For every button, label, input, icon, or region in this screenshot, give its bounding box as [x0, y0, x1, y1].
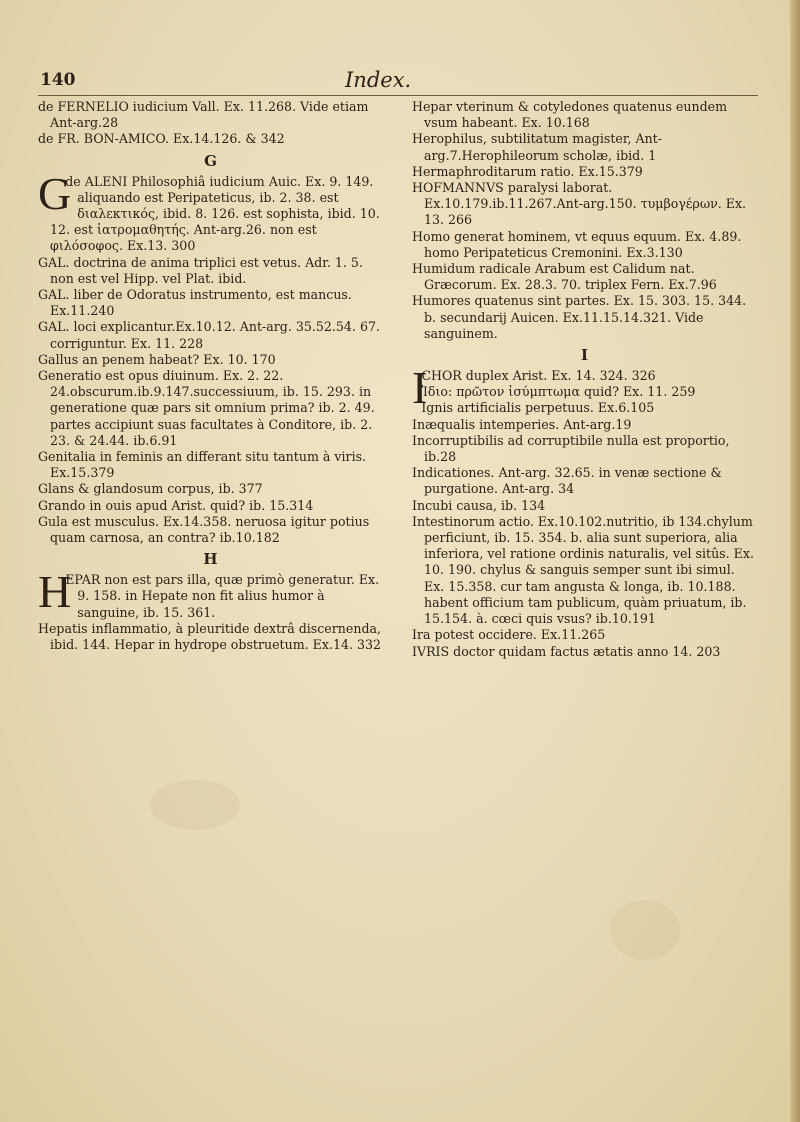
- drop-cap: G: [38, 167, 72, 219]
- paper-stain: [610, 900, 680, 960]
- index-entry: Hepatis inflammatio, à pleuritide dextrâ discernenda, ibid. 144. Hepar in hydrope obstruetum. Ex.14. 332: [38, 620, 382, 653]
- paper-stain: [150, 780, 240, 830]
- index-entry: [38, 566, 383, 621]
- index-entry: de FR. BON-AMICO. Ex.14.126. & 342: [38, 131, 285, 147]
- index-entry: Generatio est opus diuinum. Ex. 2. 22. 24.obscurum.ib.9.147.successiuum, ib. 15. 293. in generatione quæ pars sit omnium prima? ib. 2. 49. partes accipiunt suas facultates à Conditore, ib. 2. 23. & 24.44. ib.6.91: [38, 368, 375, 448]
- index-entry: Hermaphroditarum ratio. Ex.15.379: [412, 163, 643, 179]
- index-entry: Ignis artificialis perpetuus. Ex.6.105: [421, 400, 655, 416]
- page-number: 140: [40, 70, 76, 90]
- index-entry: GAL. doctrina de anima triplici est vetus. Adr. 1. 5. non est vel Hipp. vel Plat. ibid.: [38, 254, 363, 286]
- left-column: [38, 99, 383, 653]
- section-letter: H: [203, 550, 218, 569]
- index-entry: GAL. liber de Odoratus instrumento, est mancus. Ex.11.240: [38, 287, 352, 319]
- index-entry: Humores quatenus sint partes. Ex. 15. 303. 15. 344. b. secundarij Auicen. Ex.11.15.14.321. Vide sanguinem.: [412, 293, 747, 341]
- index-entry: Indicationes. Ant-arg. 32.65. in venæ sectione & purgatione. Ant-arg. 34: [412, 465, 722, 497]
- entry-text: EPAR non est pars illa, quæ primò generatur. Ex. 9. 158. in Hepate non fit alius humor à sanguine, ib. 15. 361.: [65, 572, 380, 620]
- index-entry: Genitalia in feminis an differant situ tantum à viris. Ex.15.379: [38, 449, 367, 481]
- drop-cap: I: [412, 362, 428, 414]
- index-entry: Ἰδιο: πρῶτον ἰσύμπτωμα quid? Ex. 11. 259: [421, 384, 696, 400]
- right-column: [412, 99, 757, 660]
- index-entry: Ira potest occidere. Ex.11.265: [412, 627, 606, 643]
- index-entry: [38, 167, 383, 255]
- index-entry: Glans & glandosum corpus, ib. 377: [38, 481, 263, 497]
- entry-text: de ALENI Philosophiâ iudicium Auic. Ex. 9. 149. aliquando est Peripateticus, ib. 2. 38. est διαλεκτικός, ibid. 8. 126. est sophista, ibid. 10. 12. est ἰατρομαθητής. Ant-arg.26. non est φιλόσοφος. Ex.13. 300: [50, 173, 380, 254]
- index-entry: Humidum radicale Arabum est Calidum nat. Græcorum. Ex. 28.3. 70. triplex Fern. Ex.7.96: [412, 261, 717, 293]
- index-entry: Homo generat hominem, vt equus equum. Ex. 4.89. homo Peripateticus Cremonini. Ex.3.130: [412, 228, 742, 260]
- section-letter: G: [204, 151, 217, 170]
- index-entry: Herophilus, subtilitatum magister, Ant-arg.7.Herophileorum scholæ, ibid. 1: [412, 131, 662, 163]
- index-entry: Incubi causa, ib. 134: [412, 497, 546, 513]
- drop-cap: H: [38, 566, 72, 618]
- index-entry: Gula est musculus. Ex.14.358. neruosa igitur potius quam carnosa, an contra? ib.10.182: [38, 513, 370, 546]
- index-entry: Inæqualis intemperies. Ant-arg.19: [412, 416, 632, 432]
- section-letter: I: [580, 346, 589, 365]
- running-title: Index.: [345, 68, 412, 92]
- index-entry: Grando in ouis apud Arist. quid? ib. 15.314: [38, 497, 314, 513]
- index-entry: Intestinorum actio. Ex.10.102.nutritio, ib 134.chylum perficiunt, ib. 15. 354. b. alia sunt superiora, alia inferiora, vel ratione ordinis naturalis, vel sitûs. Ex. 10. 190. chylus & sanguis semper sunt ibi simul. Ex. 15.358. cur tam angusta & longa, ib. 10.188. habent officium tam publicum, quàm priuatum, ib. 15.154. à. cœci quis vsus? ib.10.191: [412, 513, 754, 627]
- index-entry: Gallus an penem habeat? Ex. 10. 170: [38, 351, 276, 367]
- header-rule: [38, 95, 758, 96]
- index-entry: GAL. loci explicantur.Ex.10.12. Ant-arg. 35.52.54. 67. corriguntur. Ex. 11. 228: [38, 319, 380, 351]
- index-entry: HOFMANNVS paralysi laborat. Ex.10.179.ib.11.267.Ant-arg.150. τυμβογέρων. Ex. 13. 266: [412, 180, 747, 228]
- index-entry: IVRIS doctor quidam factus ætatis anno 14. 203: [412, 643, 721, 659]
- entry-text: CHOR duplex Arist. Ex. 14. 324. 326: [421, 368, 656, 384]
- page-edge: [790, 0, 800, 1122]
- index-entry: de FERNELIO iudicium Vall. Ex. 11.268. Vide etiam Ant-arg.28: [38, 99, 369, 131]
- index-entry: Hepar vterinum & cotyledones quatenus eundem vsum habeant. Ex. 10.168: [412, 99, 728, 131]
- index-entry: Incorruptibilis ad corruptibile nulla est proportio, ib.28: [412, 432, 730, 465]
